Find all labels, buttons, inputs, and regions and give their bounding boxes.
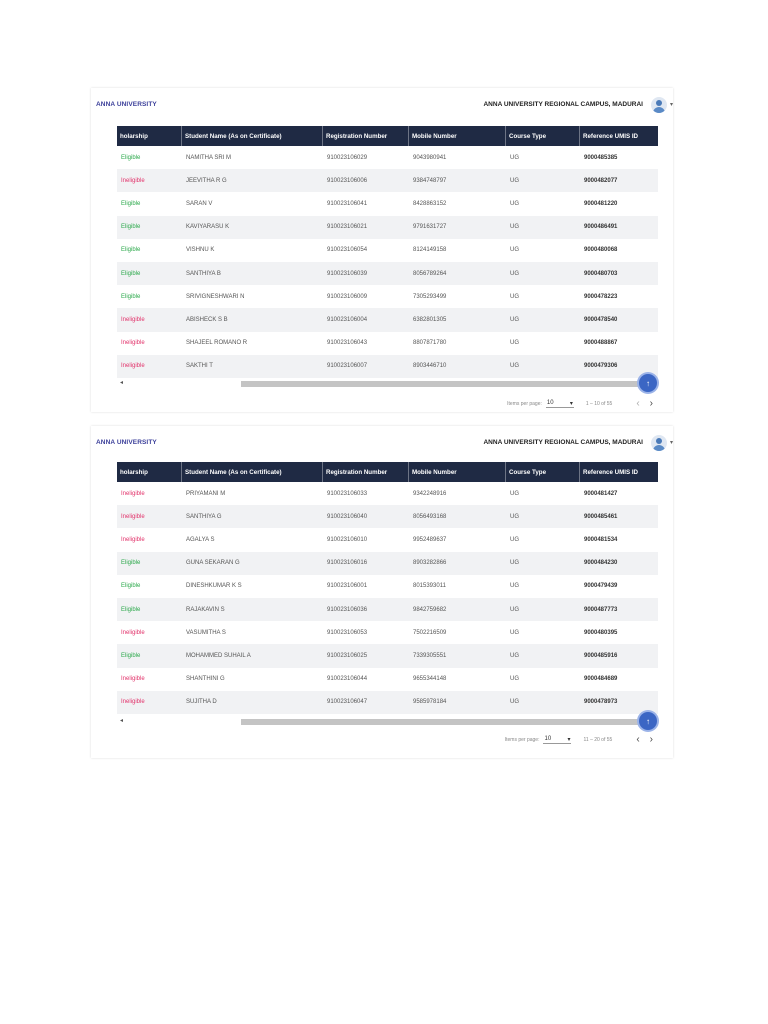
arrow-up-icon[interactable]: ↑: [639, 712, 657, 730]
scholarship-status: Ineligible: [121, 676, 145, 683]
col-mobile[interactable]: Mobile Number: [409, 462, 506, 482]
scholarship-status: Ineligible: [121, 699, 145, 706]
umis-id: 9000485385: [584, 154, 618, 161]
course-type: UG: [510, 513, 519, 520]
student-name: SANTHIYA G: [186, 513, 222, 520]
table-row[interactable]: [117, 192, 658, 215]
table-body: [117, 482, 658, 714]
user-avatar-icon[interactable]: [651, 435, 667, 451]
items-per-page-value: 10: [544, 736, 552, 742]
caret-down-icon: ▾: [567, 737, 571, 743]
course-type: UG: [510, 536, 519, 543]
course-type: UG: [510, 154, 519, 161]
registration-number: 910023106025: [327, 652, 368, 659]
course-type: UG: [510, 583, 519, 590]
scrollbar-thumb[interactable]: [241, 381, 648, 387]
course-type: UG: [510, 247, 519, 254]
course-type: UG: [510, 200, 519, 207]
scholarship-status: Eligible: [121, 224, 141, 231]
umis-id: 9000478540: [584, 316, 618, 323]
course-type: UG: [510, 363, 519, 370]
col-umis-id[interactable]: Reference UMIS ID: [583, 468, 639, 476]
table-row[interactable]: [117, 505, 658, 528]
student-name: SHANTHINI G: [186, 676, 225, 683]
table-row[interactable]: [117, 262, 658, 285]
umis-id: 9000479306: [584, 363, 618, 370]
registration-number: 910023106004: [327, 316, 368, 323]
umis-id: 9000479439: [584, 583, 618, 590]
campus-name: ANNA UNIVERSITY REGIONAL CAMPUS, MADURAI: [483, 439, 643, 446]
items-per-page-label: Items per page:: [507, 401, 542, 407]
table-row[interactable]: [117, 146, 658, 169]
col-mobile[interactable]: Mobile Number: [409, 126, 506, 146]
mobile-number: 8903282866: [413, 560, 447, 567]
chevron-left-icon[interactable]: ‹: [636, 398, 640, 409]
scholarship-status: Eligible: [121, 270, 141, 277]
scholarship-status: Ineligible: [121, 536, 145, 543]
mobile-number: 8903446710: [413, 363, 447, 370]
registration-number: 910023106029: [327, 154, 368, 161]
student-name: AGALYA S: [186, 536, 215, 543]
registration-number: 910023106041: [327, 200, 368, 207]
campus-name: ANNA UNIVERSITY REGIONAL CAMPUS, MADURAI: [483, 101, 643, 108]
course-type: UG: [510, 340, 519, 347]
mobile-number: 9842759682: [413, 606, 447, 613]
student-name: VISHNU K: [186, 247, 215, 254]
registration-number: 910023106001: [327, 583, 368, 590]
registration-number: 910023106044: [327, 676, 368, 683]
paginator: [507, 397, 653, 411]
course-type: UG: [510, 676, 519, 683]
registration-number: 910023106053: [327, 629, 368, 636]
registration-number: 910023106009: [327, 293, 368, 300]
col-scholarship[interactable]: holarship: [117, 462, 182, 482]
caret-down-icon: ▾: [569, 401, 573, 407]
horizontal-scrollbar[interactable]: [117, 378, 658, 388]
chevron-down-icon[interactable]: ▾: [669, 440, 673, 446]
table-header: [117, 126, 658, 146]
mobile-number: 8015393011: [413, 583, 446, 590]
chevron-right-icon[interactable]: ›: [649, 398, 653, 409]
scholarship-status: Ineligible: [121, 490, 145, 497]
arrow-up-icon[interactable]: ↑: [639, 374, 657, 392]
col-student-name[interactable]: Student Name (As on Certificate): [182, 126, 323, 146]
scholarship-status: Eligible: [121, 247, 141, 254]
scholarship-status: Eligible: [121, 606, 141, 613]
course-type: UG: [510, 490, 519, 497]
mobile-number: 8056493168: [413, 513, 447, 520]
umis-id: 9000485916: [584, 652, 618, 659]
course-type: UG: [510, 224, 519, 231]
umis-id: 9000481427: [584, 490, 618, 497]
col-course-type[interactable]: Course Type: [506, 462, 580, 482]
course-type: UG: [510, 293, 519, 300]
col-registration[interactable]: Registration Number: [323, 462, 409, 482]
scholarship-status: Eligible: [121, 652, 141, 659]
table-row[interactable]: [117, 552, 658, 575]
student-name: SANTHIYA B: [186, 270, 221, 277]
results-panel-1: [91, 88, 673, 412]
table-row[interactable]: [117, 528, 658, 551]
brand-title[interactable]: ANNA UNIVERSITY: [96, 101, 157, 108]
umis-id: 9000482077: [584, 177, 618, 184]
mobile-number: 9043980941: [413, 154, 447, 161]
col-registration[interactable]: Registration Number: [323, 126, 409, 146]
col-course-type[interactable]: Course Type: [506, 126, 580, 146]
student-name: VASUMITHA S: [186, 629, 226, 636]
table-row[interactable]: [117, 169, 658, 192]
registration-number: 910023106040: [327, 513, 368, 520]
umis-id: 9000478223: [584, 293, 618, 300]
course-type: UG: [510, 177, 519, 184]
registration-number: 910023106033: [327, 490, 368, 497]
registration-number: 910023106010: [327, 536, 368, 543]
table-row[interactable]: [117, 285, 658, 308]
umis-id: 9000488867: [584, 340, 618, 347]
umis-id: 9000480068: [584, 247, 618, 254]
table-row[interactable]: [117, 575, 658, 598]
brand-title[interactable]: ANNA UNIVERSITY: [96, 439, 157, 446]
umis-id: 9000486491: [584, 224, 618, 231]
student-name: SHAJEEL ROMANO R: [186, 340, 248, 347]
registration-number: 910023106007: [327, 363, 368, 370]
student-name: MOHAMMED SUHAIL A: [186, 652, 251, 659]
student-name: SUJITHA D: [186, 699, 217, 706]
table-body: [117, 146, 658, 378]
mobile-number: 9384748797: [413, 177, 447, 184]
app-header: [91, 426, 673, 462]
course-type: UG: [510, 606, 519, 613]
scholarship-status: Eligible: [121, 560, 141, 567]
mobile-number: 7339305551: [413, 652, 447, 659]
horizontal-scrollbar[interactable]: [117, 716, 658, 726]
mobile-number: 8428863152: [413, 200, 447, 207]
mobile-number: 7502216509: [413, 629, 447, 636]
student-name: JEEVITHA R G: [186, 177, 227, 184]
registration-number: 910023106047: [327, 699, 368, 706]
mobile-number: 9342248916: [413, 490, 447, 497]
items-per-page-select[interactable]: [543, 736, 571, 744]
registration-number: 910023106021: [327, 224, 368, 231]
table-row[interactable]: [117, 216, 658, 239]
scholarship-status: Eligible: [121, 583, 141, 590]
student-name: ABISHECK S B: [186, 316, 228, 323]
mobile-number: 9655344148: [413, 676, 447, 683]
umis-id: 9000484230: [584, 560, 618, 567]
student-name: DINESHKUMAR K S: [186, 583, 242, 590]
course-type: UG: [510, 560, 519, 567]
course-type: UG: [510, 629, 519, 636]
col-scholarship[interactable]: holarship: [117, 126, 182, 146]
scrollbar-thumb[interactable]: [241, 719, 648, 725]
umis-id: 9000484689: [584, 676, 618, 683]
mobile-number: 6382801305: [413, 316, 447, 323]
student-name: SRIVIGNESHWARI N: [186, 293, 245, 300]
student-name: SARAN V: [186, 200, 213, 207]
scholarship-status: Ineligible: [121, 316, 145, 323]
mobile-number: 9791631727: [413, 224, 447, 231]
paginator: [505, 733, 653, 747]
students-table: [117, 462, 658, 714]
mobile-number: 8124149158: [413, 247, 447, 254]
umis-id: 9000480703: [584, 270, 618, 277]
chevron-down-icon[interactable]: ▾: [669, 102, 673, 108]
course-type: UG: [510, 699, 519, 706]
course-type: UG: [510, 270, 519, 277]
col-student-name[interactable]: Student Name (As on Certificate): [182, 462, 323, 482]
table-row[interactable]: [117, 691, 658, 714]
student-name: PRIYAMANI M: [186, 490, 226, 497]
table-row[interactable]: [117, 644, 658, 667]
course-type: UG: [510, 316, 519, 323]
umis-id: 9000485461: [584, 513, 618, 520]
page-range: 11 – 20 of 55: [583, 737, 613, 743]
registration-number: 910023106006: [327, 177, 368, 184]
table-row[interactable]: [117, 332, 658, 355]
scholarship-status: Ineligible: [121, 513, 145, 520]
mobile-number: 7305293499: [413, 293, 447, 300]
chevron-right-icon[interactable]: ›: [649, 734, 653, 745]
umis-id: 9000481534: [584, 536, 618, 543]
mobile-number: 9952489637: [413, 536, 447, 543]
umis-id: 9000481220: [584, 200, 618, 207]
items-per-page-value: 10: [546, 400, 554, 406]
umis-id: 9000487773: [584, 606, 618, 613]
mobile-number: 8807871780: [413, 340, 447, 347]
chevron-left-icon[interactable]: ‹: [636, 734, 640, 745]
items-per-page-select[interactable]: [546, 400, 574, 408]
registration-number: 910023106036: [327, 606, 368, 613]
scholarship-status: Eligible: [121, 293, 141, 300]
student-name: RAJAKAVIN S: [186, 606, 225, 613]
page-range: 1 – 10 of 55: [585, 401, 613, 407]
table-row[interactable]: [117, 355, 658, 378]
user-avatar-icon[interactable]: [651, 97, 667, 113]
table-row[interactable]: [117, 482, 658, 505]
scholarship-status: Ineligible: [121, 629, 145, 636]
scholarship-status: Ineligible: [121, 340, 145, 347]
table-row[interactable]: [117, 668, 658, 691]
registration-number: 910023106043: [327, 340, 368, 347]
students-table: [117, 126, 658, 378]
table-header: [117, 462, 658, 482]
scholarship-status: Eligible: [121, 200, 141, 207]
umis-id: 9000478973: [584, 699, 618, 706]
student-name: SAKTHI T: [186, 363, 213, 370]
student-name: GUNA SEKARAN G: [186, 560, 240, 567]
table-row[interactable]: [117, 621, 658, 644]
registration-number: 910023106054: [327, 247, 368, 254]
table-row[interactable]: [117, 239, 658, 262]
results-panel-2: [91, 426, 673, 758]
table-row[interactable]: [117, 308, 658, 331]
scroll-left-icon[interactable]: ◂: [120, 718, 124, 724]
course-type: UG: [510, 652, 519, 659]
registration-number: 910023106016: [327, 560, 368, 567]
student-name: KAVIYARASU K: [186, 224, 230, 231]
col-umis-id[interactable]: Reference UMIS ID: [583, 132, 639, 140]
scholarship-status: Ineligible: [121, 363, 145, 370]
scholarship-status: Ineligible: [121, 177, 145, 184]
app-header: [91, 88, 673, 124]
scholarship-status: Eligible: [121, 154, 141, 161]
student-name: NAMITHA SRI M: [186, 154, 232, 161]
umis-id: 9000480395: [584, 629, 618, 636]
mobile-number: 8056789264: [413, 270, 447, 277]
table-row[interactable]: [117, 598, 658, 621]
registration-number: 910023106039: [327, 270, 368, 277]
scroll-left-icon[interactable]: ◂: [120, 380, 124, 386]
items-per-page-label: Items per page:: [504, 737, 540, 743]
mobile-number: 9585978184: [413, 699, 447, 706]
